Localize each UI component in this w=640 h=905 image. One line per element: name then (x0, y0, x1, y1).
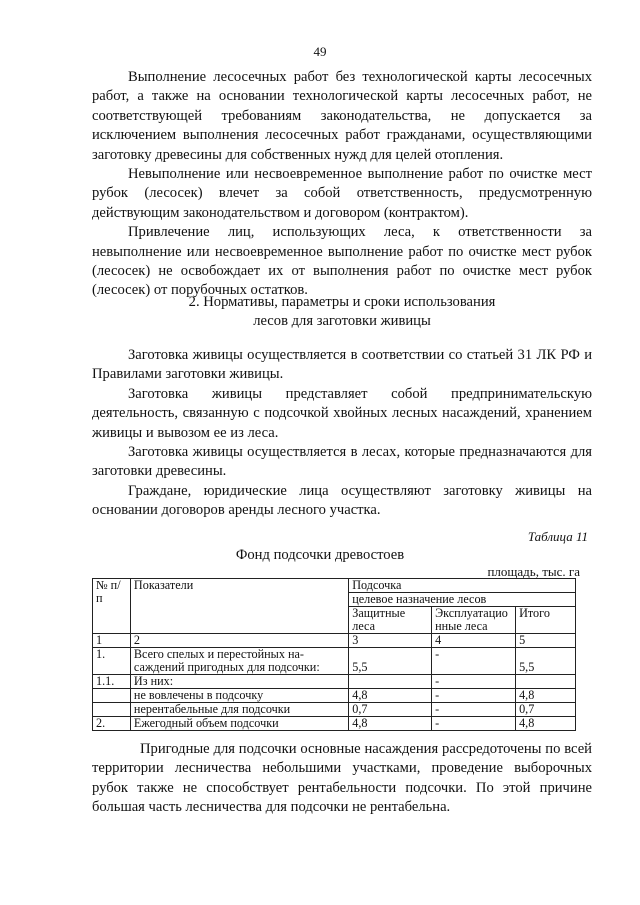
row-exploitation: - (432, 717, 516, 731)
page-number: 49 (313, 44, 327, 59)
row-num (93, 703, 131, 717)
paragraph-resin-forests: Заготовка живицы осуществляется в лесах, которые предназначаются для заготовки древесины. (92, 444, 592, 480)
intro-text (92, 68, 592, 301)
section-heading-line-1: 2. Нормативы, параметры и сроки использования (188, 294, 496, 310)
paragraph-resin-law: Заготовка живицы осуществляется в соответствии со статьей 31 ЛК РФ и Правилами заготовки живицы. (92, 347, 592, 383)
row-protective (349, 675, 432, 689)
section-heading (92, 293, 592, 331)
row-label: нерентабельные для подсочки (130, 703, 348, 717)
row-total (516, 675, 576, 689)
row-label: не вовлечены в подсочку (130, 689, 348, 703)
table-index-row (93, 634, 576, 648)
header-group: Подсочка (349, 579, 576, 593)
header-subgroup: целевое назначение лесов (349, 593, 576, 607)
row-num: 1.1. (93, 675, 131, 689)
index-cell: 4 (432, 634, 516, 648)
row-num: 1. (93, 648, 131, 675)
table-row (93, 689, 576, 703)
paragraph-closing: Пригодные для подсочки основные насаждения рассредоточены по всей территории лесничества небольшими участками, проведение выборочных рубок также не способствует рентабельности подсочки. По этой причине большая часть лесничества для подсочки не рентабельна. (92, 741, 592, 816)
row-protective: 5,5 (349, 648, 432, 675)
table-label: Таблица 11 (527, 529, 588, 544)
row-total: 4,8 (516, 689, 576, 703)
row-exploitation: - (432, 675, 516, 689)
resin-fund-table (92, 578, 576, 731)
row-exploitation: - (432, 648, 516, 675)
table-row (93, 648, 576, 675)
paragraph-felling-map: Выполнение лесосечных работ без технологической карты лесосечных работ, а также на основании технологической карты лесосечных работ, не соответствующей требованиям законодательства, не допускается за исключением выполнения лесосечных работ гражданами, осуществляющими заготовку древесины для собственных нужд для целей отопления. (92, 69, 592, 163)
paragraph-resin-activity: Заготовка живицы представляет собой предпринимательскую деятельность, связанную с подсочкой хвойных лесных насаждений, хранением живицы и вывозом ее из леса. (92, 385, 592, 441)
table-row (93, 675, 576, 689)
paragraph-resin-lease: Граждане, юридические лица осуществляют заготовку живицы на основании договоров аренды лесного участка. (92, 482, 592, 519)
row-protective: 4,8 (349, 689, 432, 703)
section-heading-line-2: лесов для заготовки живицы (253, 313, 431, 329)
row-protective: 4,8 (349, 717, 432, 731)
header-protective: Защитные леса (349, 607, 432, 634)
row-exploitation: - (432, 703, 516, 717)
index-cell: 3 (349, 634, 432, 648)
paragraph-cleaning-liability: Невыполнение или несвоевременное выполнение работ по очистке мест рубок (лесосек) влечет за собой ответственность, предусмотренную действующим законодательством и договором (контрактом). (92, 166, 592, 221)
index-cell: 1 (93, 634, 131, 648)
header-total: Итого (516, 607, 576, 634)
row-total: 4,8 (516, 717, 576, 731)
table-header-row (93, 579, 576, 593)
table-unit: площадь, тыс. га (487, 564, 580, 579)
row-label: Из них: (130, 675, 348, 689)
row-total: 5,5 (516, 648, 576, 675)
header-indicator: Показатели (130, 579, 348, 634)
section-text (92, 346, 592, 521)
row-label: Всего спелых и перестойных на-саждений пригодных для подсочки: (130, 648, 348, 675)
table-row (93, 703, 576, 717)
row-total: 0,7 (516, 703, 576, 717)
row-exploitation: - (432, 689, 516, 703)
table-row (93, 717, 576, 731)
row-label: Ежегодный объем подсочки (130, 717, 348, 731)
table-title: Фонд подсочки древостоев (235, 547, 405, 563)
index-cell: 2 (130, 634, 348, 648)
row-num: 2. (93, 717, 131, 731)
row-protective: 0,7 (349, 703, 432, 717)
row-num (93, 689, 131, 703)
header-exploitation: Эксплуатацио нные леса (432, 607, 516, 634)
closing-text (92, 740, 592, 818)
paragraph-liability-no-release: Привлечение лиц, использующих леса, к ответственности за невыполнение или несвоевременное выполнение работ по очистке мест рубок (лесосек) не освобождает их от выполнения работ по очистке мест рубок (лесосек) от порубочных остатков. (92, 224, 592, 299)
index-cell: 5 (516, 634, 576, 648)
header-num: № п/п (93, 579, 131, 634)
